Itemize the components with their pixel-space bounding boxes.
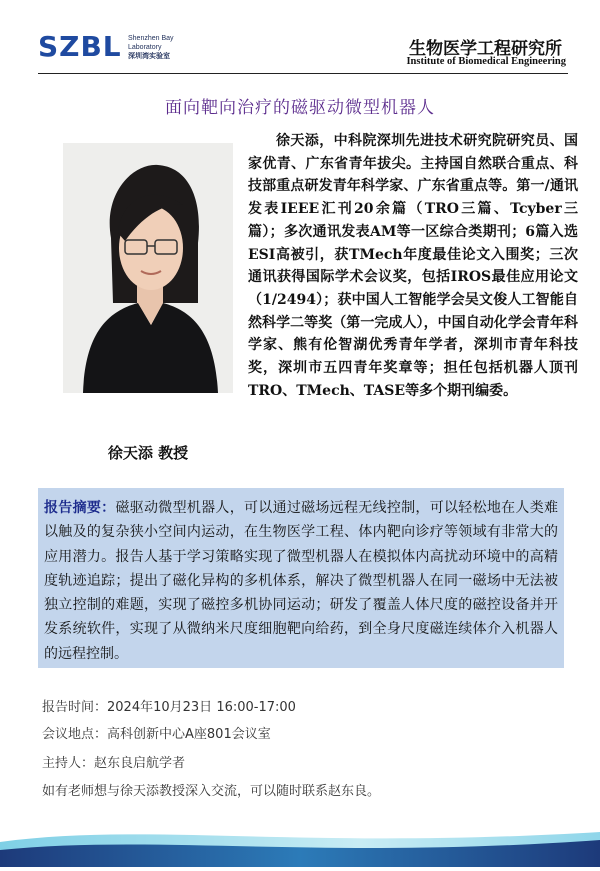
footer-wave-graphic [0,820,600,867]
info-time [42,696,296,715]
portrait-image [63,143,233,393]
logo-wordmark: SZBL [38,30,122,63]
time-label: 报告时间： [42,700,108,715]
abstract-label: 报告摘要： [44,500,116,516]
abstract-box [38,488,564,668]
place-label: 会议地点： [42,727,108,742]
logo-sub-cn: 深圳湾实验室 [128,53,170,60]
speaker-caption: 徐天添 教授 [107,444,189,462]
host-value: 赵东良启航学者 [94,756,186,771]
logo-sub-en-2: Laboratory [128,44,162,51]
abstract-text: 磁驱动微型机器人，可以通过磁场远程无线控制，可以轻松地在人类难以触及的复杂狭小空间内运动，在生物医学工程、体内靶向诊疗等领域有非常大的应用潜力。报告人基于学习策略实现了微型机器人在模拟体内高扰动环境中的高精度轨迹追踪；提出了磁化异构的多机体系，解决了微型机器人在同一磁场中无法被独立控制的难题，实现了磁控多机协同运动；研发了覆盖人体尺度的磁控设备并开发系统软件，实现了从微纳米尺度细胞靶向给药，到全身尺度磁连续体介入机器人的远程控制。 [44,500,559,662]
institute-name-en: Institute of Biomedical Engineering [406,56,566,67]
logo-subtitle [128,34,174,61]
speaker-bio [248,130,578,402]
host-label: 主持人： [42,756,95,771]
info-contact: 如有老师想与徐天添教授深入交流，可以随时联系赵东良。 [42,784,381,799]
szbl-logo [38,30,218,70]
info-place [42,723,271,742]
footer-wave [0,820,600,867]
time-value: 2024年10月23日 16:00-17:00 [107,700,296,715]
place-value: 高科创新中心A座801会议室 [107,727,271,742]
talk-title: 面向靶向治疗的磁驱动微型机器人 [165,98,435,118]
header-divider [38,73,568,74]
header [0,0,600,80]
logo-sub-en-1: Shenzhen Bay [128,35,174,42]
speaker-portrait [63,143,233,393]
info-host [42,752,185,771]
speaker-bio-text: 徐天添，中科院深圳先进技术研究院研究员、国家优青、广东省青年拔尖。主持国自然联合重点、科技部重点研发青年科学家、广东省重点等。第一/通讯发表IEEE汇刊20余篇（TRO三篇、Tcyber三篇）；多次通讯发表AM等一区综合类期刊；6篇入选ESI高被引，获TMech年度最佳论文入围奖；三次通讯获得国际学术会议奖，包括IROS最佳应用论文（1/2494）；获中国人工智能学会吴文俊人工智能自然科学二等奖（第一完成人），中国自动化学会青年科学家、熊有伦智湖优秀青年学者，深圳市青年科技奖，深圳市五四青年奖章等；担任包括机器人顶刊TRO、TMech、TASE等多个期刊编委。 [248,133,578,399]
institute-name-cn: 生物医学工程研究所 [409,39,562,59]
